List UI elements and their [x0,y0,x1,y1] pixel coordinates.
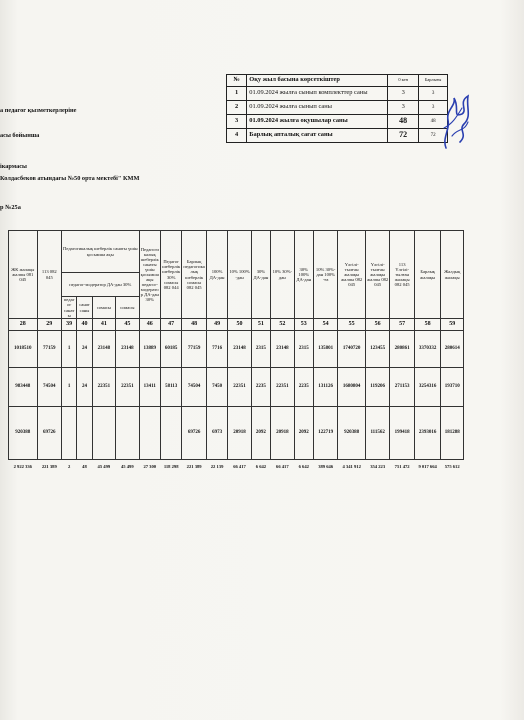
table-cell: 181288 [441,407,464,460]
header-text-line: асы бойынша [0,132,40,139]
table-cell: 23148 [116,331,139,368]
total-cell: 4 341 912 [338,460,366,475]
table-cell: 7450 [206,368,227,407]
summary-row-total: 3 [419,87,448,101]
total-cell: 45 499 [116,460,139,475]
summary-row-value: 48 [388,115,419,129]
table-cell: 23148 [228,331,251,368]
total-cell: 6 642 [294,460,313,475]
column-number: 58 [414,319,441,331]
total-cell: 27 300 [139,460,160,475]
table-cell [92,407,115,460]
table-cell: 1018510 [9,331,38,368]
table-cell: 193710 [441,368,464,407]
summary-header-title: Оқу жыл басына көрсеткіштер [247,75,388,87]
col-header: 30% 100% ДА-дан [294,231,313,319]
summary-header-col1: 0 кен [388,75,419,87]
table-cell [160,407,181,460]
table-cell: 1 [62,331,77,368]
total-cell: 9 017 664 [414,460,441,475]
total-cell: 66 417 [228,460,251,475]
col-header: 10% 100% -дан [228,231,251,319]
table-cell: 58113 [160,368,181,407]
total-cell: 6 642 [251,460,270,475]
table-cell: 199418 [390,407,414,460]
table-cell: 135801 [313,331,337,368]
table-cell: 2315 [251,331,270,368]
column-number: 28 [9,319,38,331]
column-number: 40 [77,319,92,331]
column-number: 41 [92,319,115,331]
table-cell: 920388 [338,407,366,460]
order-number: р №25а [0,204,21,211]
summary-row-no: 3 [227,115,247,129]
col-header: 10% 30%-дан [271,231,294,319]
table-cell: 3254316 [414,368,441,407]
summary-row [227,129,448,143]
table-cell: 22351 [92,368,115,407]
col-header: ЖК жалақы жалпы 081 045 [9,231,38,319]
table-cell: 77159 [182,331,206,368]
column-number: 50 [228,319,251,331]
col-header: сомасы [116,297,139,319]
header-text-line: а педагог қызметкерлеріне [0,107,77,114]
col-header: Педагог шеберлік шеберлік 30% сомасы 082 044 [160,231,181,319]
total-cell: 389 646 [313,460,337,475]
summary-row-value: 72 [388,129,419,143]
column-number: 39 [62,319,77,331]
total-cell: 354 223 [365,460,389,475]
summary-table [226,74,448,143]
col-header: 30% ДА-дан [251,231,270,319]
summary-row-total: 48 [419,115,448,129]
table-cell: 22351 [228,368,251,407]
table-cell: 271153 [390,368,414,407]
summary-row-no: 1 [227,87,247,101]
table-cell: 69726 [182,407,206,460]
col-header: Барлық жалақы [414,231,441,319]
total-cell: 2 922 336 [9,460,38,475]
table-cell: 24 [77,331,92,368]
summary-row-total: 3 [419,101,448,115]
col-header: 10% 30%-дан 100% -ға [313,231,337,319]
col-group-header: Педагогикалық шеберлік санаты үшін қосымша ақы [62,231,140,273]
table-row [9,407,464,460]
col-header: 100% ДА-дан [206,231,227,319]
table-cell: 20918 [228,407,251,460]
total-cell: 751 472 [390,460,414,475]
table-cell: 131126 [313,368,337,407]
summary-header-col2: Барлығы [419,75,448,87]
column-number: 52 [271,319,294,331]
table-cell: 23148 [271,331,294,368]
total-cell: 22 139 [206,460,227,475]
table-cell: 1740720 [338,331,366,368]
col-header: 113 Үлгілі-тылған жалақы 082 045 [390,231,414,319]
handwritten-signature [438,88,478,152]
table-cell [116,407,139,460]
column-number: 48 [182,319,206,331]
column-number: 51 [251,319,270,331]
table-cell: 123455 [365,331,389,368]
column-number: 46 [139,319,160,331]
column-number: 59 [441,319,464,331]
summary-header-no: № [227,75,247,87]
column-number: 55 [338,319,366,331]
table-cell: 7716 [206,331,227,368]
table-cell [139,407,160,460]
column-number: 29 [37,319,61,331]
summary-row-label: Барлық апталық сағат саны [247,129,388,143]
summary-row-value: 3 [388,101,419,115]
column-number: 56 [365,319,389,331]
summary-row [227,87,448,101]
summary-row-value: 3 [388,87,419,101]
table-cell: 280614 [441,331,464,368]
column-number: 54 [313,319,337,331]
table-cell: 77159 [37,331,61,368]
col-header: санат саны [77,297,92,319]
summary-row-total: 72 [419,129,448,143]
table-cell: 2393016 [414,407,441,460]
table-cell: 2235 [294,368,313,407]
summary-row [227,101,448,115]
column-number: 49 [206,319,227,331]
table-cell: 22351 [116,368,139,407]
table-cell: 69726 [37,407,61,460]
summary-row-label: 01.09.2024 жылға сынып саны [247,101,388,115]
total-cell: 2 [62,460,77,475]
table-cell: 74504 [37,368,61,407]
table-cell: 3370332 [414,331,441,368]
table-cell: 74504 [182,368,206,407]
summary-header-row [227,75,448,87]
column-number: 57 [390,319,414,331]
table-cell: 60185 [160,331,181,368]
total-cell: 45 499 [92,460,115,475]
table-cell: 13889 [139,331,160,368]
total-cell: 48 [77,460,92,475]
table-cell: 983448 [9,368,38,407]
summary-row [227,115,448,129]
table-cell: 2092 [294,407,313,460]
column-number: 45 [116,319,139,331]
col-header: Педагогикалық шеберлік санаты үшін қосымша ақы педагог-модератор ДА-дан 30% [139,231,160,319]
table-cell: 23148 [92,331,115,368]
table-cell: 920388 [9,407,38,460]
total-cell: 221 389 [37,460,61,475]
table-header-row [9,231,464,273]
total-cell: 66 417 [271,460,294,475]
table-cell: 20918 [271,407,294,460]
column-number-row [9,319,464,331]
total-cell: 118 298 [160,460,181,475]
table-cell: 122719 [313,407,337,460]
total-cell: 575 612 [441,460,464,475]
column-number: 47 [160,319,181,331]
header-text-line: ікармасы [0,163,27,170]
col-header: сомасы [92,297,115,319]
table-cell: 2315 [294,331,313,368]
table-cell: 280861 [390,331,414,368]
table-cell: 2235 [251,368,270,407]
payroll-table [8,230,464,474]
table-cell: 22351 [271,368,294,407]
table-cell: 111562 [365,407,389,460]
table-row [9,331,464,368]
col-header: Барлық педагогикалық шеберлік сомасы 082 045 [182,231,206,319]
table-cell [62,407,77,460]
table-cell: 119206 [365,368,389,407]
table-cell: 1 [62,368,77,407]
col-header: 113 082 045 [37,231,61,319]
school-name: Колдасбеков атындағы №50 орта мектебі" КММ [0,175,140,182]
table-cell: 6973 [206,407,227,460]
col-header: Үлгілі-тылған жалақы жалпы 082 045 [338,231,366,319]
table-cell [77,407,92,460]
col-subgroup-header: педагог-модератор ДА-дан 30% [62,273,140,297]
table-cell: 1680804 [338,368,366,407]
summary-row-no: 4 [227,129,247,143]
totals-row [9,460,464,475]
summary-row-no: 2 [227,101,247,115]
col-header: Үлгілі-тылған жалақы жалпы 082 045 [365,231,389,319]
total-cell: 221 389 [182,460,206,475]
table-cell: 13411 [139,368,160,407]
col-header: педагог санаты [62,297,77,319]
table-cell: 24 [77,368,92,407]
table-row [9,368,464,407]
summary-row-label: 01.09.2024 жылға сынып комплекттер саны [247,87,388,101]
col-header: Жалдық жалақы [441,231,464,319]
summary-row-label: 01.09.2024 жылға оқушылар саны [247,115,388,129]
table-cell: 2092 [251,407,270,460]
column-number: 53 [294,319,313,331]
